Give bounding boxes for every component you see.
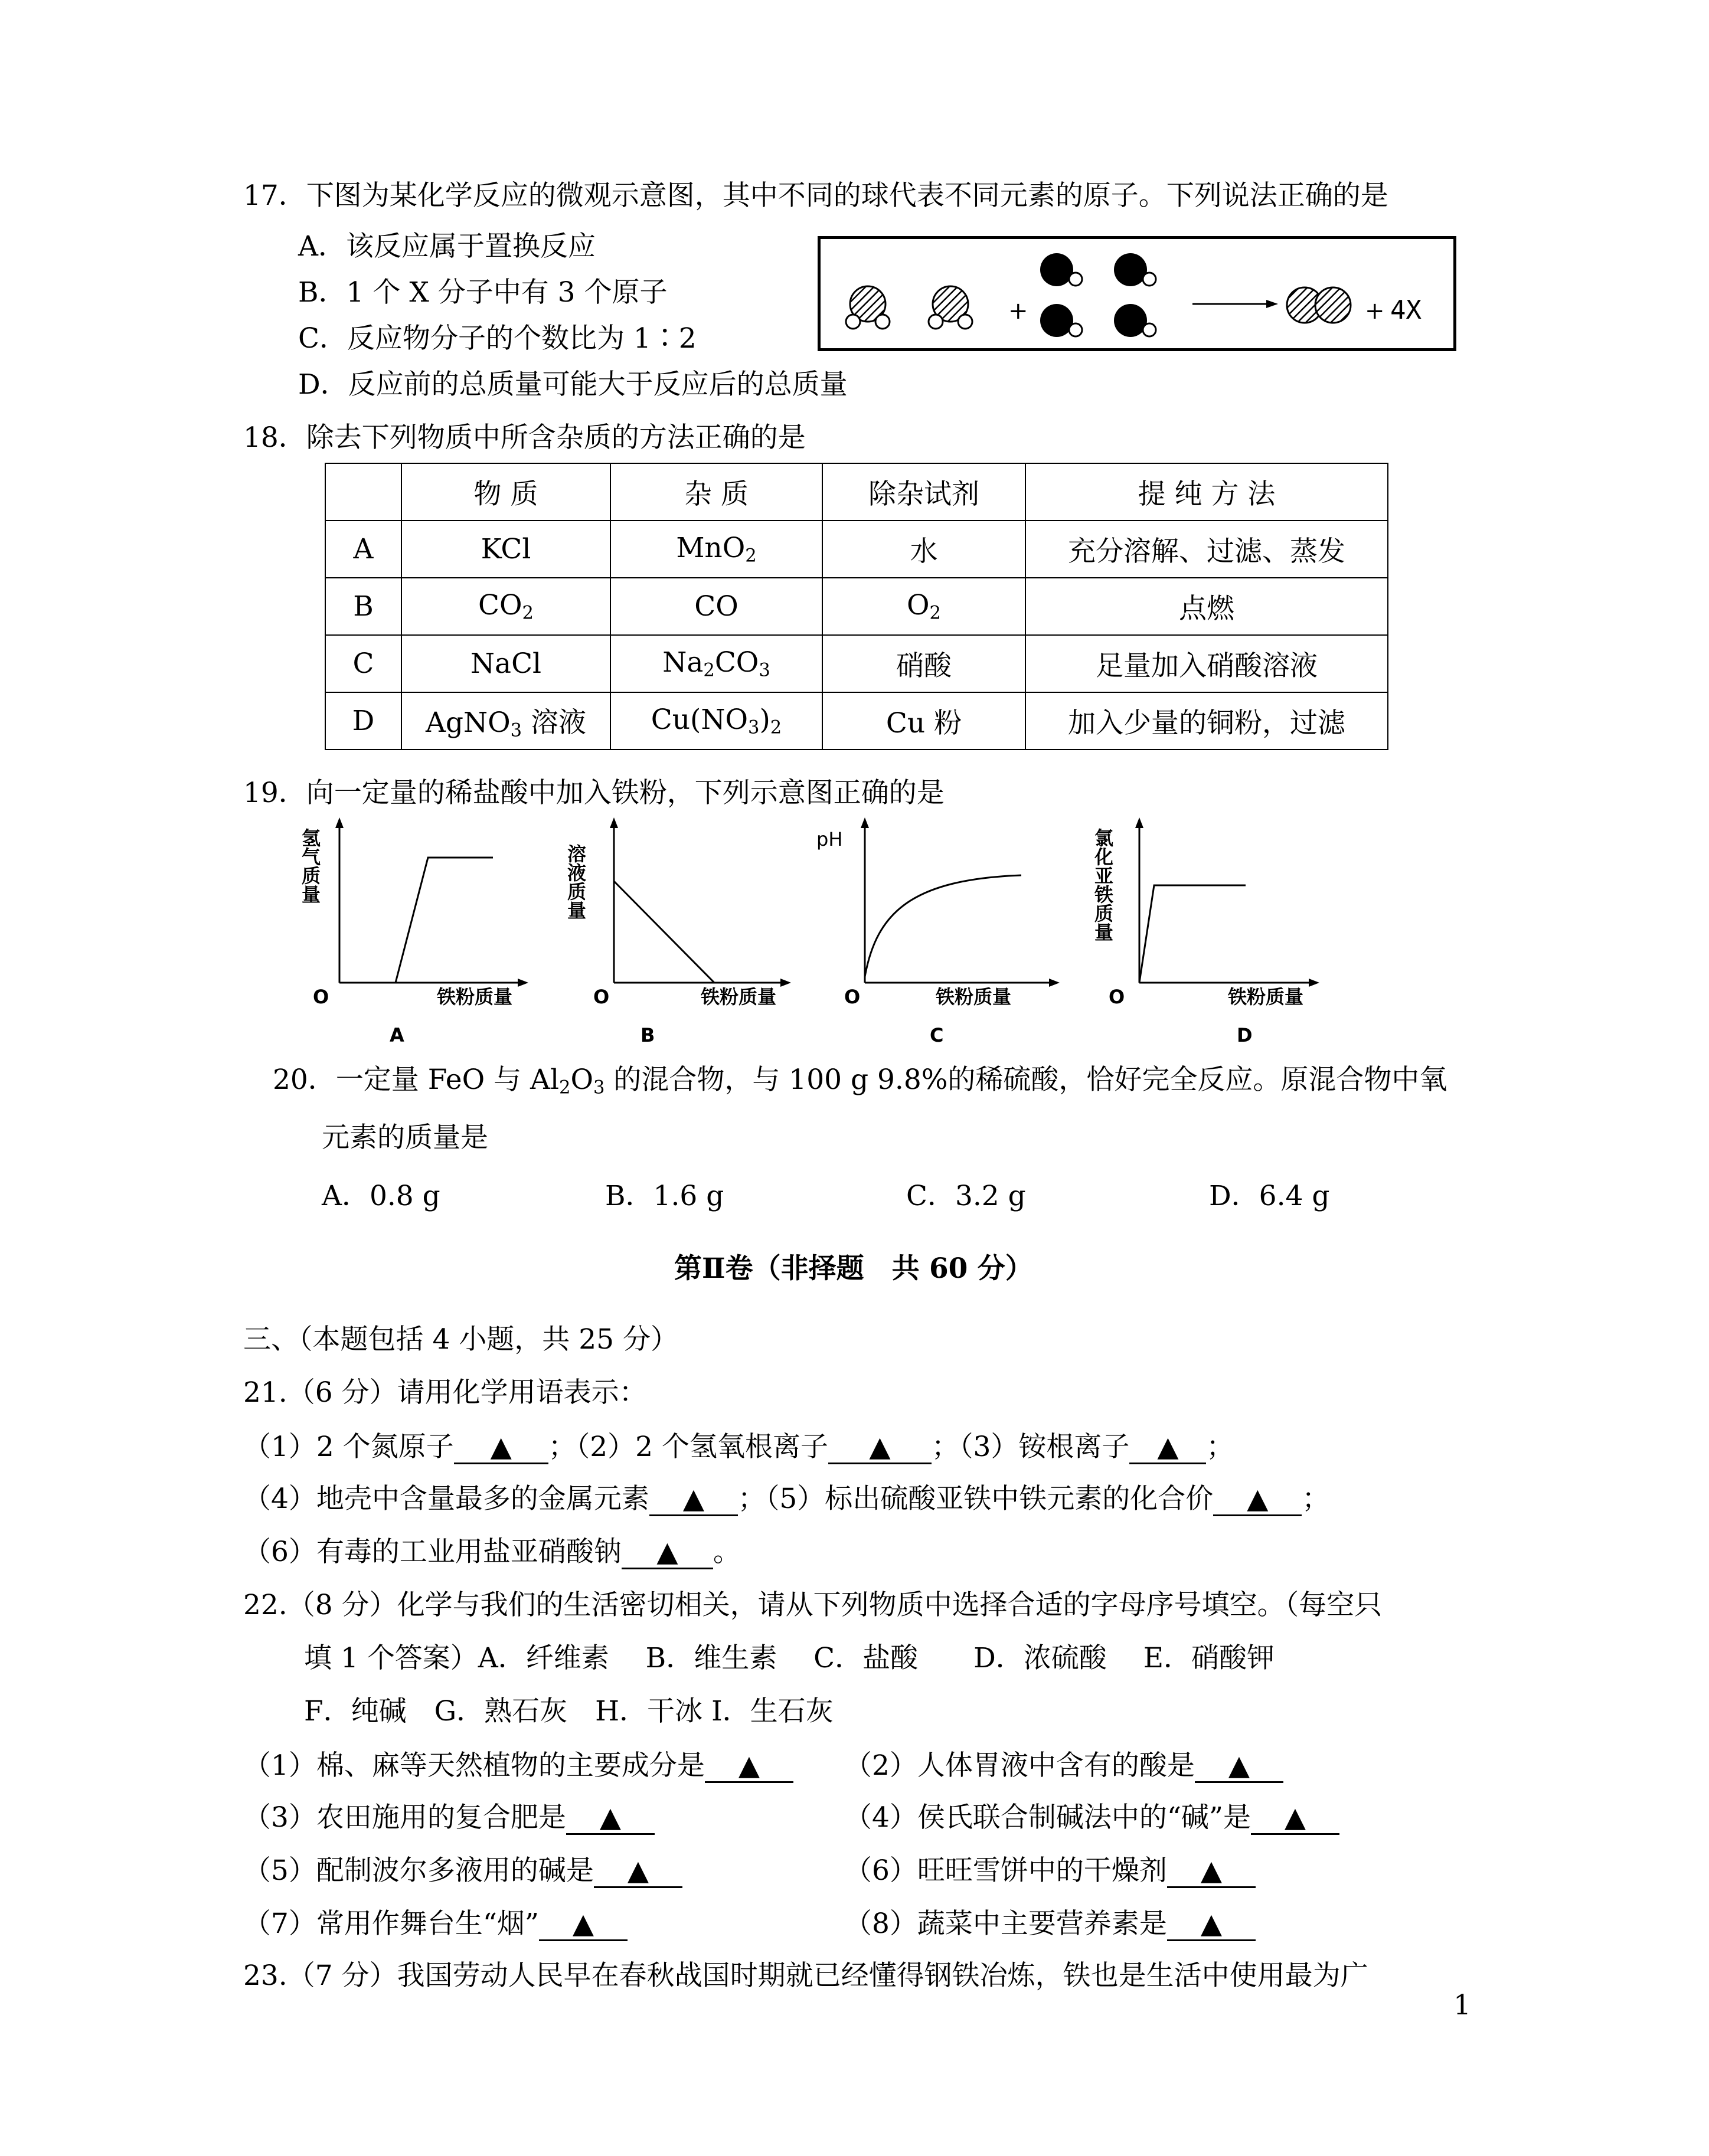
reactant-molecule-2 [929, 286, 972, 329]
answer-blank[interactable]: ▲ [1195, 1751, 1283, 1783]
x-axis-label: 铁粉质量 [437, 986, 513, 1008]
reaction-molecules-figure [821, 239, 1453, 348]
cell-substance: NaCl [401, 635, 610, 692]
cell-impurity: $Na_2CO_3$ [610, 635, 822, 692]
item-text: （2）人体胃液中含有的酸是 [844, 1749, 1195, 1782]
q20-stem: 20．一定量 FeO 与 $Al_2O_3$ 的混合物，与 100 g 9.8%的稀硫酸，恰好完全反应。原混合物中氧 [273, 1064, 1447, 1098]
q18-stem: 18．除去下列物质中所含杂质的方法正确的是 [243, 421, 806, 454]
plus-sign-2: + [1365, 297, 1385, 325]
answer-blank[interactable]: ▲ [1167, 1909, 1256, 1941]
table-header-cell: 提 纯 方 法 [1025, 463, 1388, 521]
q20-option-c: C．3.2 g [906, 1180, 1026, 1212]
item-text: （3）农田施用的复合肥是 [243, 1801, 566, 1834]
cell-reagent: 硝酸 [822, 635, 1025, 692]
q21-line1-end: ； [1206, 1431, 1234, 1463]
table-header-cell: 除杂试剂 [822, 463, 1025, 521]
y-axis-label: pH [816, 828, 843, 850]
reaction-arrow [1192, 300, 1278, 308]
y-axis-label: 氯化亚铁质量 [1092, 828, 1114, 941]
q21-line3 [243, 1535, 741, 1570]
graph-label: D [1237, 1024, 1253, 1046]
product-molecule [1287, 287, 1351, 323]
q21-item-4: （4）地壳中含量最多的金属元素 [243, 1483, 649, 1515]
curve [1139, 885, 1246, 983]
graph-label: A [390, 1024, 404, 1046]
answer-blank[interactable]: ▲ [454, 1432, 548, 1464]
table-header-cell [325, 463, 401, 521]
curve [614, 881, 714, 983]
q20-stem-line2: 元素的质量是 [322, 1121, 488, 1154]
answer-blank[interactable]: ▲ [1251, 1802, 1339, 1835]
impurity-table [325, 463, 1388, 750]
q17-option-d: D．反应前的总质量可能大于反应后的总质量 [298, 368, 848, 401]
answer-blank[interactable]: ▲ [594, 1856, 682, 1888]
cell-substance: KCl [401, 521, 610, 578]
answer-blank[interactable]: ▲ [1129, 1432, 1206, 1464]
cell-reagent: Cu 粉 [822, 692, 1025, 750]
y-axis-label: 氢气质量 [299, 828, 321, 904]
cell-substance: $CO_2$ [401, 578, 610, 635]
table-header-cell: 杂 质 [610, 463, 822, 521]
q22-item-8 [844, 1906, 1256, 1942]
item-text: （6）旺旺雪饼中的干燥剂 [844, 1854, 1167, 1887]
table-header-cell: 物 质 [401, 463, 610, 521]
graph-b [564, 817, 812, 1054]
q22-line2: 填 1 个答案）A．纤维素 B．维生素 C．盐酸 D．浓硫酸 E．硝酸钾 [304, 1642, 1275, 1674]
graph-label: C [930, 1024, 944, 1046]
q22-item-5 [243, 1853, 682, 1889]
cell-method: 加入少量的铜粉，过滤 [1025, 692, 1388, 750]
q21-item-3: ；（3）铵根离子 [932, 1431, 1130, 1463]
reactant-molecule-1 [846, 286, 890, 329]
answer-blank[interactable]: ▲ [649, 1484, 738, 1516]
q22-item-7 [243, 1906, 628, 1942]
answer-blank[interactable]: ▲ [705, 1751, 793, 1783]
cell-reagent: $O_2$ [822, 578, 1025, 635]
q22-item-3 [243, 1800, 655, 1836]
reaction-diagram [818, 236, 1456, 351]
table-header-row [325, 463, 1388, 521]
row-label: A [325, 521, 401, 578]
reactant-molecule-6 [1114, 304, 1156, 337]
q21-item-2: ；（2）2 个氢氧根离子 [548, 1431, 828, 1463]
table-row [325, 521, 1388, 578]
part-three-heading: 三、（本题包括 4 小题，共 25 分） [243, 1323, 678, 1356]
q21-line1 [243, 1429, 1234, 1465]
q17-option-a: A．该反应属于置换反应 [298, 230, 596, 263]
cell-impurity: $Cu(NO_3)_2$ [610, 692, 822, 750]
q23-stem: 23.（7 分）我国劳动人民早在春秋战国时期就已经懂得钢铁冶炼，铁也是生活中使用最为广 [243, 1959, 1368, 1992]
table-row [325, 578, 1388, 635]
row-label: C [325, 635, 401, 692]
reactant-molecule-5 [1114, 253, 1156, 286]
q22-stem: 22.（8 分）化学与我们的生活密切相关，请从下列物质中选择合适的字母序号填空。（每空只 [243, 1589, 1383, 1621]
cell-impurity: CO [610, 578, 822, 635]
graph-label: B [641, 1024, 655, 1046]
answer-blank[interactable]: ▲ [539, 1909, 628, 1941]
table-row [325, 692, 1388, 750]
q21-item-1: （1）2 个氮原子 [243, 1431, 454, 1463]
x-axis-label: 铁粉质量 [701, 986, 777, 1008]
item-text: （8）蔬菜中主要营养素是 [844, 1908, 1167, 1940]
item-text: （5）配制波尔多液用的碱是 [243, 1854, 594, 1887]
q22-line3: F．纯碱 G．熟石灰 H．干冰 I．生石灰 [304, 1695, 834, 1728]
cell-impurity: MnO$_2$ [610, 521, 822, 578]
graph-c [812, 817, 1071, 1054]
row-label: D [325, 692, 401, 750]
q17-option-b: B．1 个 X 分子中有 3 个原子 [298, 276, 668, 309]
answer-blank[interactable]: ▲ [622, 1537, 713, 1569]
origin-label: O [844, 986, 861, 1008]
origin-label: O [593, 986, 610, 1008]
answer-blank[interactable]: ▲ [828, 1432, 932, 1464]
table-row [325, 635, 1388, 692]
q20-option-a: A．0.8 g [322, 1180, 440, 1212]
q21-line2-end: ； [1302, 1483, 1330, 1515]
cell-method: 充分溶解、过滤、蒸发 [1025, 521, 1388, 578]
x-axis-label: 铁粉质量 [1228, 986, 1304, 1008]
cell-method: 足量加入硝酸溶液 [1025, 635, 1388, 692]
q21-stem: 21.（6 分）请用化学用语表示： [243, 1376, 647, 1409]
q17-option-c: C．反应物分子的个数比为 1∶2 [298, 322, 697, 355]
q20-option-d: D．6.4 g [1209, 1180, 1330, 1212]
origin-label: O [313, 986, 329, 1008]
q19-stem: 19．向一定量的稀盐酸中加入铁粉，下列示意图正确的是 [243, 777, 945, 809]
cell-substance: AgNO$_3$ 溶液 [401, 692, 610, 750]
q21-line2 [243, 1481, 1329, 1517]
item-text: （4）侯氏联合制碱法中的“碱”是 [844, 1801, 1251, 1834]
cell-method: 点燃 [1025, 578, 1388, 635]
graph-a [301, 817, 549, 1054]
x-axis-label: 铁粉质量 [936, 986, 1012, 1008]
row-label: B [325, 578, 401, 635]
graph-d [1074, 817, 1322, 1054]
q22-item-6 [844, 1853, 1256, 1889]
q20-option-b: B．1.6 g [605, 1180, 724, 1212]
q22-item-4 [844, 1800, 1339, 1836]
product-x-label: 4X [1390, 295, 1422, 325]
y-axis-label: 溶液质量 [564, 844, 587, 920]
curve [396, 858, 493, 983]
cell-reagent: 水 [822, 521, 1025, 578]
answer-blank[interactable]: ▲ [566, 1802, 655, 1835]
curve [865, 875, 1021, 977]
section-title: 第Ⅱ卷（非择题 共 60 分） [674, 1252, 1033, 1285]
q21-line3-end: 。 [713, 1536, 741, 1568]
plus-sign-1: + [1008, 297, 1028, 325]
q22-item-2 [844, 1748, 1283, 1784]
item-text: （1）棉、麻等天然植物的主要成分是 [243, 1749, 705, 1782]
reactant-molecule-3 [1040, 253, 1082, 286]
answer-blank[interactable]: ▲ [1213, 1484, 1302, 1516]
q21-item-5: ；（5）标出硫酸亚铁中铁元素的化合价 [737, 1483, 1214, 1515]
reactant-molecule-4 [1040, 304, 1082, 337]
origin-label: O [1109, 986, 1125, 1008]
item-text: （7）常用作舞台生“烟” [243, 1908, 539, 1940]
q21-item-6: （6）有毒的工业用盐亚硝酸钠 [243, 1536, 622, 1568]
q17-stem: 17．下图为某化学反应的微观示意图，其中不同的球代表不同元素的原子。下列说法正确的是 [243, 179, 1388, 212]
q22-item-1 [243, 1748, 793, 1784]
page-number: 1 [1453, 1989, 1471, 2021]
answer-blank[interactable]: ▲ [1167, 1856, 1256, 1888]
